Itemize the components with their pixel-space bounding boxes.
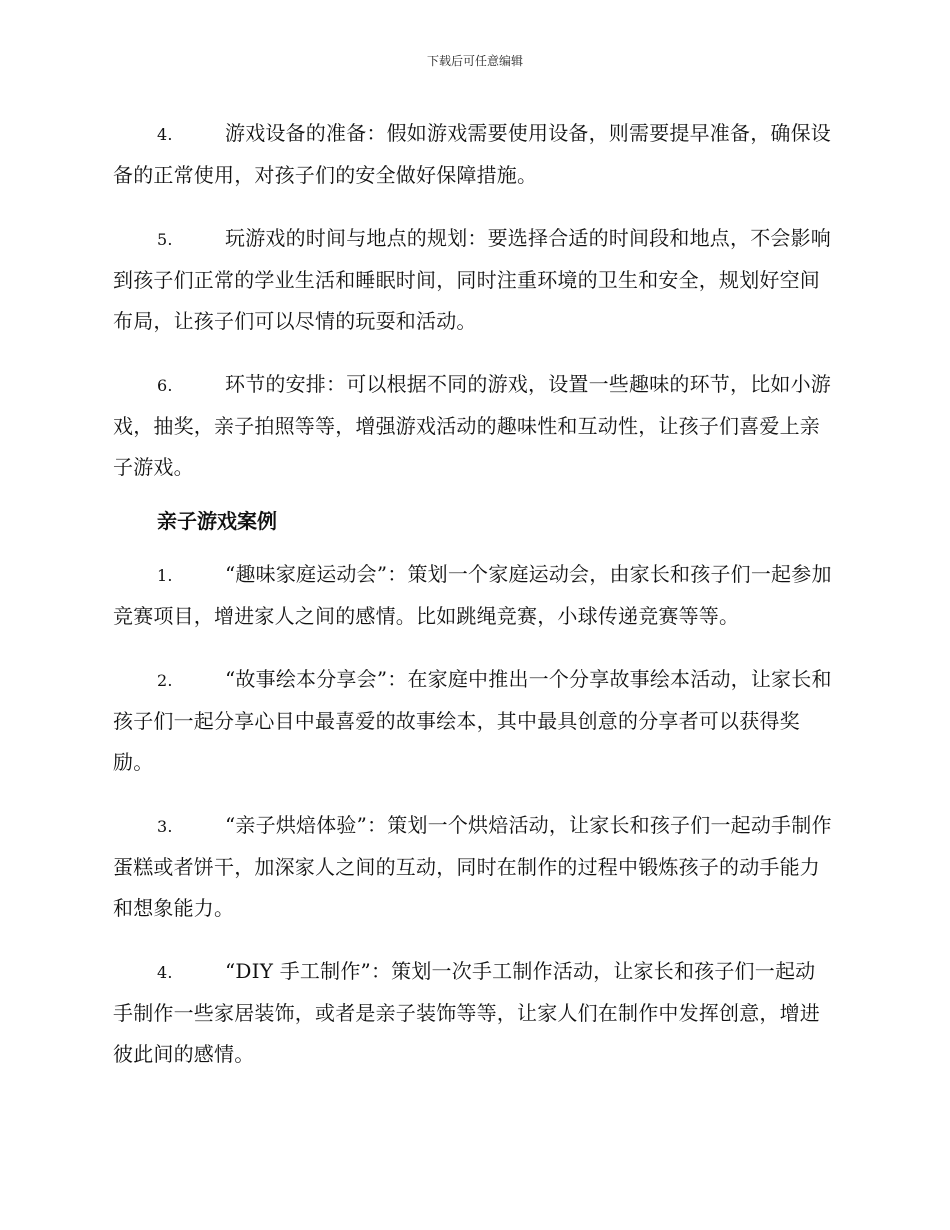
list-item-number: 6. <box>157 376 173 395</box>
list-item <box>113 951 833 1075</box>
list-item-number: 4. <box>157 125 173 144</box>
list-item <box>113 218 833 342</box>
section-heading: 亲子游戏案例 <box>157 509 277 533</box>
list-item-number: 2. <box>157 671 173 690</box>
page-header: 下载后可任意编辑 <box>426 54 523 68</box>
list-item-text: 环节的安排：可以根据不同的游戏，设置一些趣味的环节，比如小游戏，抽奖，亲子拍照等等，增强游戏活动的趣味性和互动性，让孩子们喜爱上亲子游戏。 <box>113 372 831 479</box>
list-item-text: 玩游戏的时间与地点的规划：要选择合适的时间段和地点，不会影响到孩子们正常的学业生活和睡眠时间，同时注重环境的卫生和安全，规划好空间布局，让孩子们可以尽情的玩耍和活动。 <box>113 226 831 333</box>
list-item-number: 3. <box>157 817 173 836</box>
list-item-text: “DIY 手工制作”：策划一次手工制作活动，让家长和孩子们一起动手制作一些家居装饰，或者是亲子装饰等等，让家人们在制作中发挥创意，增进彼此间的感情。 <box>113 959 820 1066</box>
list-item-text: 游戏设备的准备：假如游戏需要使用设备，则需要提早准备，确保设备的正常使用，对孩子们的安全做好保障措施。 <box>113 121 831 187</box>
list-item <box>113 659 833 783</box>
document-body <box>113 113 833 1097</box>
list-item <box>113 805 833 929</box>
list-item-number: 1. <box>157 566 173 585</box>
list-item-text: “故事绘本分享会”：在家庭中推出一个分享故事绘本活动，让家长和孩子们一起分享心目中最喜爱的故事绘本，其中最具创意的分享者可以获得奖励。 <box>113 667 832 774</box>
list-item <box>113 113 833 196</box>
list-item-number: 5. <box>157 230 173 249</box>
list-item-text: “亲子烘焙体验”：策划一个烘焙活动，让家长和孩子们一起动手制作蛋糕或者饼干，加深家人之间的互动，同时在制作的过程中锻炼孩子的动手能力和想象能力。 <box>113 813 832 920</box>
list-item <box>113 364 833 488</box>
list-item-number: 4. <box>157 963 173 982</box>
list-item <box>113 554 833 637</box>
list-item-text: “趣味家庭运动会”：策划一个家庭运动会，由家长和孩子们一起参加竞赛项目，增进家人之间的感情。比如跳绳竞赛，小球传递竞赛等等。 <box>113 562 832 628</box>
